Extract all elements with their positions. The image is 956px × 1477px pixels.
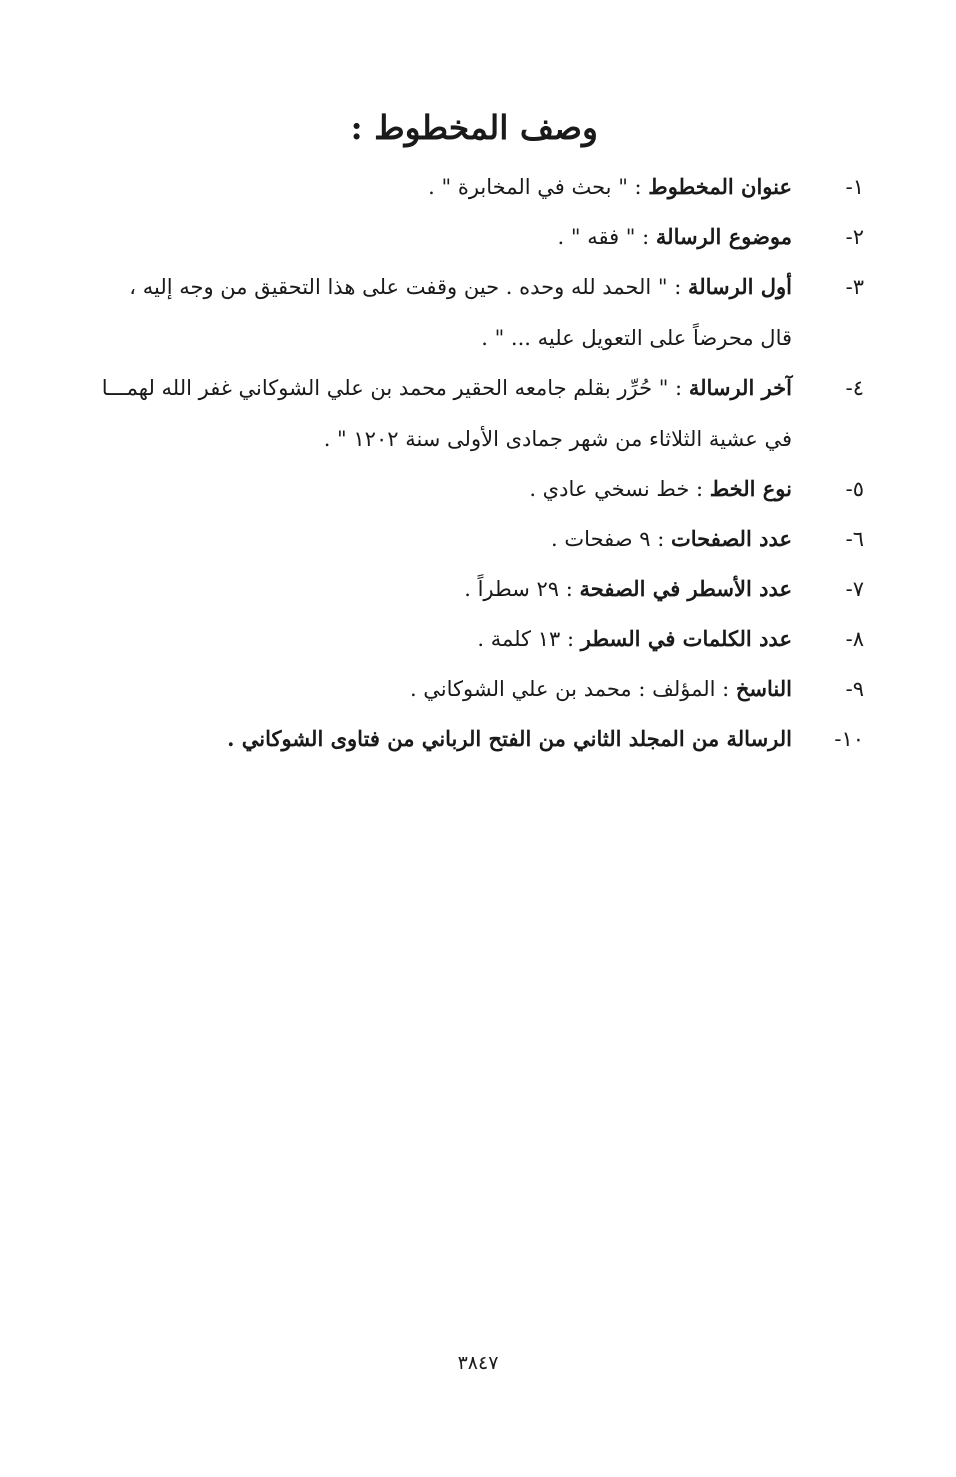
item-label: عدد الكلمات في السطر bbox=[580, 626, 792, 651]
item-line bbox=[104, 220, 792, 254]
item-label: الرسالة من المجلد الثاني من الفتح الرباني من فتاوى الشوكاني . bbox=[227, 726, 792, 751]
list-item bbox=[101, 371, 864, 456]
list-item bbox=[104, 522, 864, 556]
item-number: ٢- bbox=[845, 225, 864, 249]
item-continuation: في عشية الثلاثاء من شهر جمادى الأولى سنة ١٢٠٢ " . bbox=[323, 427, 792, 451]
item-text: : " فقه " . bbox=[557, 225, 656, 249]
description-list bbox=[101, 170, 864, 772]
item-body bbox=[104, 170, 792, 204]
item-body bbox=[104, 722, 792, 756]
list-item bbox=[104, 220, 864, 254]
item-label: عدد الأسطر في الصفحة bbox=[579, 576, 792, 601]
item-continuation: قال محرضاً على التعويل عليه ... " . bbox=[481, 326, 792, 350]
item-label: آخر الرسالة bbox=[688, 375, 792, 400]
item-line bbox=[102, 371, 792, 405]
item-number: ٩- bbox=[845, 677, 864, 701]
item-line bbox=[104, 170, 792, 204]
list-item bbox=[104, 472, 864, 506]
item-body bbox=[104, 522, 792, 556]
item-line bbox=[104, 472, 792, 506]
item-number: ٥- bbox=[845, 477, 864, 501]
item-line bbox=[104, 572, 792, 606]
item-label: موضوع الرسالة bbox=[655, 224, 792, 249]
list-item bbox=[104, 270, 864, 355]
item-body bbox=[104, 672, 792, 706]
item-line bbox=[104, 622, 792, 656]
item-body bbox=[104, 270, 792, 355]
page-number: ٣٨٤٧ bbox=[457, 1352, 499, 1374]
list-item bbox=[104, 622, 864, 656]
item-body bbox=[104, 472, 792, 506]
item-body bbox=[104, 572, 792, 606]
item-body bbox=[104, 220, 792, 254]
item-line bbox=[104, 522, 792, 556]
item-text: : خط نسخي عادي . bbox=[529, 477, 710, 501]
item-text: : " بحث في المخابرة " . bbox=[428, 175, 649, 199]
item-body bbox=[104, 622, 792, 656]
item-number: ٧- bbox=[845, 577, 864, 601]
item-number: ٣- bbox=[845, 275, 864, 299]
item-line bbox=[104, 270, 792, 304]
item-label: عدد الصفحات bbox=[670, 526, 792, 551]
list-item bbox=[104, 170, 864, 204]
item-number: ٤- bbox=[845, 376, 864, 400]
list-item bbox=[104, 722, 864, 756]
item-body bbox=[102, 371, 792, 456]
item-text: : المؤلف : محمد بن علي الشوكاني . bbox=[409, 677, 736, 701]
list-item bbox=[104, 572, 864, 606]
item-label: أول الرسالة bbox=[687, 274, 792, 299]
item-text: : ١٣ كلمة . bbox=[477, 627, 581, 651]
item-number: ٦- bbox=[845, 527, 864, 551]
page-title: وصف المخطوط : bbox=[350, 108, 598, 147]
item-label: نوع الخط bbox=[709, 476, 792, 501]
item-text: : " الحمد لله وحده . حين وقفت على هذا التحقيق من وجه إليه ، bbox=[129, 275, 688, 299]
list-item bbox=[104, 672, 864, 706]
item-text: : ٩ صفحات . bbox=[551, 527, 671, 551]
item-line bbox=[104, 672, 792, 706]
item-number: ١- bbox=[845, 175, 864, 199]
item-label: الناسخ bbox=[735, 676, 792, 701]
item-line bbox=[104, 722, 792, 756]
item-text: : " حُرِّر بقلم جامعه الحقير محمد بن علي الشوكاني غفر الله لهمـــا bbox=[101, 376, 689, 400]
item-number: ١٠- bbox=[834, 727, 864, 751]
item-text: : ٢٩ سطراً . bbox=[464, 577, 580, 601]
item-number: ٨- bbox=[845, 627, 864, 651]
item-label: عنوان المخطوط bbox=[648, 174, 792, 199]
